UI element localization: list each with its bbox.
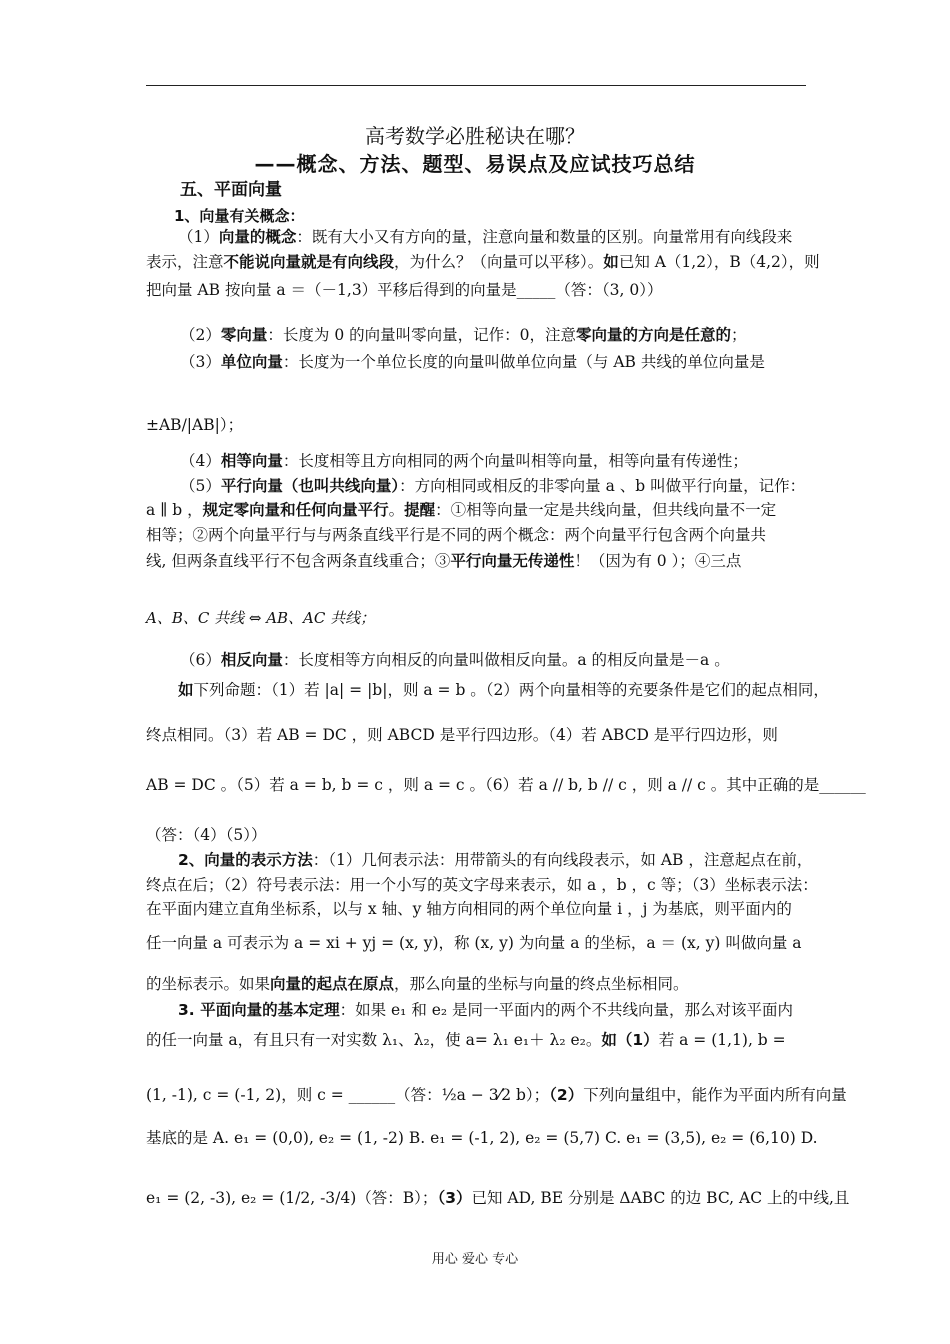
para-line: 在平面内建立直角坐标系，以与 x 轴、y 轴方向相同的两个单位向量 i ，j 为基底，则平面内的: [146, 900, 792, 918]
para-line: 2、向量的表示方法：（1）几何表示法：用带箭头的有向线段表示，如 AB ，注意起点在前，: [178, 851, 813, 869]
para-line: 表示，注意不能说向量就是有向线段，为什么？（向量可以平移）。如已知 A（1,2），B（4,2），则: [146, 253, 820, 271]
para-line: （6）相反向量：长度相等方向相反的向量叫做相反向量。a 的相反向量是－a 。: [180, 651, 730, 669]
para-line: AB = DC 。（5）若 a = b, b = c ，则 a = c 。（6）若 a // b, b // c ，则 a // c 。其中正确的是______: [146, 776, 866, 794]
para-line: (1, -1), c = (-1, 2)，则 c = ______（答：½a − 3⁄2 b）；（2）下列向量组中，能作为平面内所有向量: [146, 1086, 847, 1104]
para-line: （5）平行向量（也叫共线向量）：方向相同或相反的非零向量 a 、b 叫做平行向量，记作：: [180, 477, 806, 495]
doc-title: 高考数学必胜秘诀在哪？: [365, 124, 585, 148]
section-heading: 五、平面向量: [180, 180, 282, 200]
doc-subtitle: ——概念、方法、题型、易误点及应试技巧总结: [254, 152, 696, 176]
para-line: 终点相同。（3）若 AB = DC ，则 ABCD 是平行四边形。（4）若 ABCD 是平行四边形，则: [146, 726, 778, 744]
para-line: 终点在后；（2）符号表示法：用一个小写的英文字母来表示，如 a ，b ，c 等；（3）坐标表示法：: [146, 876, 818, 894]
para-line: 相等；②两个向量平行与与两条直线平行是不同的两个概念：两个向量平行包含两个向量共: [146, 526, 767, 544]
para-line: 的坐标表示。如果向量的起点在原点，那么向量的坐标与向量的终点坐标相同。: [146, 975, 689, 993]
para-line: 把向量 AB 按向量 a ＝（－1,3）平移后得到的向量是_____（答：（3, 0））: [146, 281, 663, 299]
para-line: （2）零向量：长度为 0 的向量叫零向量，记作：0，注意零向量的方向是任意的；: [180, 326, 747, 344]
para-line: A、B、C 共线 ⇔ AB、AC 共线；: [146, 609, 376, 627]
heading-1: 1、向量有关概念：: [174, 207, 305, 225]
para-line: （3）单位向量：长度为一个单位长度的向量叫做单位向量（与 AB 共线的单位向量是: [180, 353, 765, 371]
para-line: a ∥ b ，规定零向量和任何向量平行。提醒：①相等向量一定是共线向量，但共线向量不一定: [146, 501, 777, 519]
para-line: （4）相等向量：长度相等且方向相同的两个向量叫相等向量，相等向量有传递性；: [180, 452, 748, 470]
para-line: 基底的是 A. e₁ = (0,0), e₂ = (1, -2) B. e₁ = (-1, 2), e₂ = (5,7) C. e₁ = (3,5), e₂ = (6,10) D.: [146, 1129, 818, 1147]
para-line: 的任一向量 a，有且只有一对实数 λ₁、λ₂，使 a= λ₁ e₁＋ λ₂ e₂。如（1）若 a = (1,1), b =: [146, 1031, 786, 1049]
para-line: （1）向量的概念：既有大小又有方向的量，注意向量和数量的区别。向量常用有向线段来: [178, 228, 793, 246]
para-line: 3. 平面向量的基本定理：如果 e₁ 和 e₂ 是同一平面内的两个不共线向量，那么对该平面内: [178, 1001, 794, 1019]
para-line: （答：（4）（5））: [146, 826, 267, 844]
page-footer: 用心 爱心 专心: [431, 1252, 519, 1267]
top-rule: [146, 85, 806, 86]
para-line: 如下列命题：（1）若 |a| = |b|，则 a = b 。（2）两个向量相等的充要条件是它们的起点相同，: [178, 681, 829, 699]
para-line: e₁ = (2, -3), e₂ = (1/2, -3/4)（答：B）；（3）已知 AD, BE 分别是 ΔABC 的边 BC, AC 上的中线,且: [146, 1189, 850, 1207]
para-line: 线, 但两条直线平行不包含两条直线重合；③平行向量无传递性！（因为有 0 ）；④三点: [146, 552, 742, 570]
para-line: 任一向量 a 可表示为 a = xi + yj = (x, y)，称 (x, y) 为向量 a 的坐标，a ＝ (x, y) 叫做向量 a: [146, 934, 802, 952]
para-line: ±AB/|AB|）；: [146, 416, 244, 434]
